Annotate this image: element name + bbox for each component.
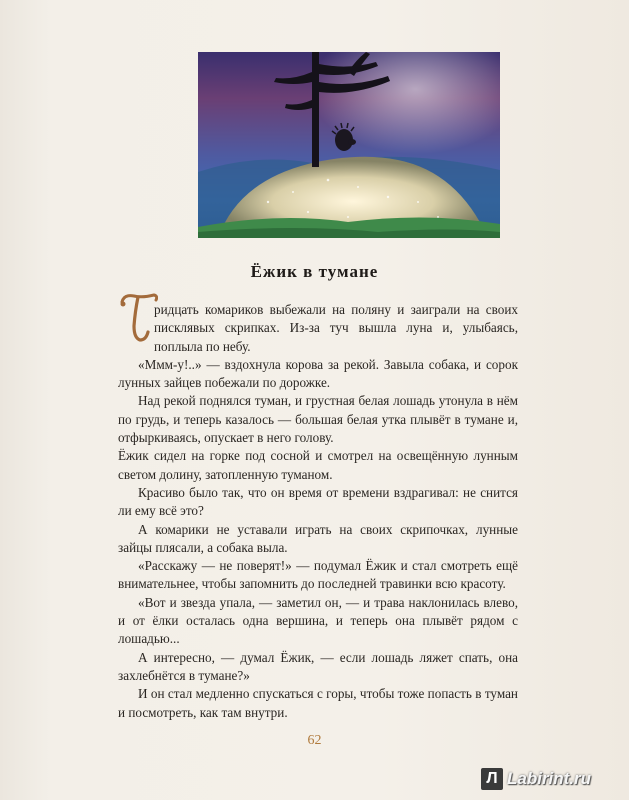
paragraph: Красиво было так, что он время от времени вздрагивал: не снится ли ему всё это? [118, 484, 518, 519]
hedgehog-in-fog-illustration [198, 52, 500, 238]
paragraph: «Ммм-у!..» — вздохнула корова за рекой. Завыла собака, и сорок лунных зайцев побежали по дорожке. [118, 356, 518, 391]
paragraph: А интересно, — думал Ёжик, — если лошадь ляжет спать, она захлебнётся в тумане?» [118, 649, 518, 683]
page-number: 62 [307, 733, 322, 748]
paragraph: «Расскажу — не поверят!» — подумал Ёжик и стал смотреть ещё внимательнее, чтобы запомнить до последней травинки всю красоту. [118, 558, 518, 592]
paragraph: Ёжик сидел на горке под сосной и смотрел на освещённую лунным светом долину, затопленную туманом. [118, 448, 518, 482]
watermark-text: Labirint.ru [507, 769, 592, 788]
paragraph: «Вот и звезда упала, — заметил он, — и трава наклонилась влево, и от ёлки осталась одна вершина, и теперь она плывёт рядом с лошадью... [118, 594, 518, 647]
paragraph: Над рекой поднялся туман, и грустная белая лошадь утонула в нём по грудь, и теперь казалось — большая белая утка плывёт в тумане и, отфыркиваясь, опускает в него голову. [118, 393, 518, 446]
paragraph: А комарики не уставали играть на своих скрипочках, лунные зайцы плясали, а собака выла. [118, 521, 518, 555]
watermark [481, 765, 629, 793]
story-text [118, 301, 518, 722]
story-title: Ёжик в тумане [250, 262, 379, 281]
paragraph: ридцать комариков выбежали на поляну и заиграли на своих писклявых скрипках. Из-за туч вышла луна и, улыбаясь, поплыла по небу. [154, 302, 518, 354]
paragraph: И он стал медленно спускаться с горы, чтобы тоже попасть в туман и посмотреть, как там внутри. [118, 686, 518, 720]
labirint-logo-icon: Л [481, 768, 503, 790]
